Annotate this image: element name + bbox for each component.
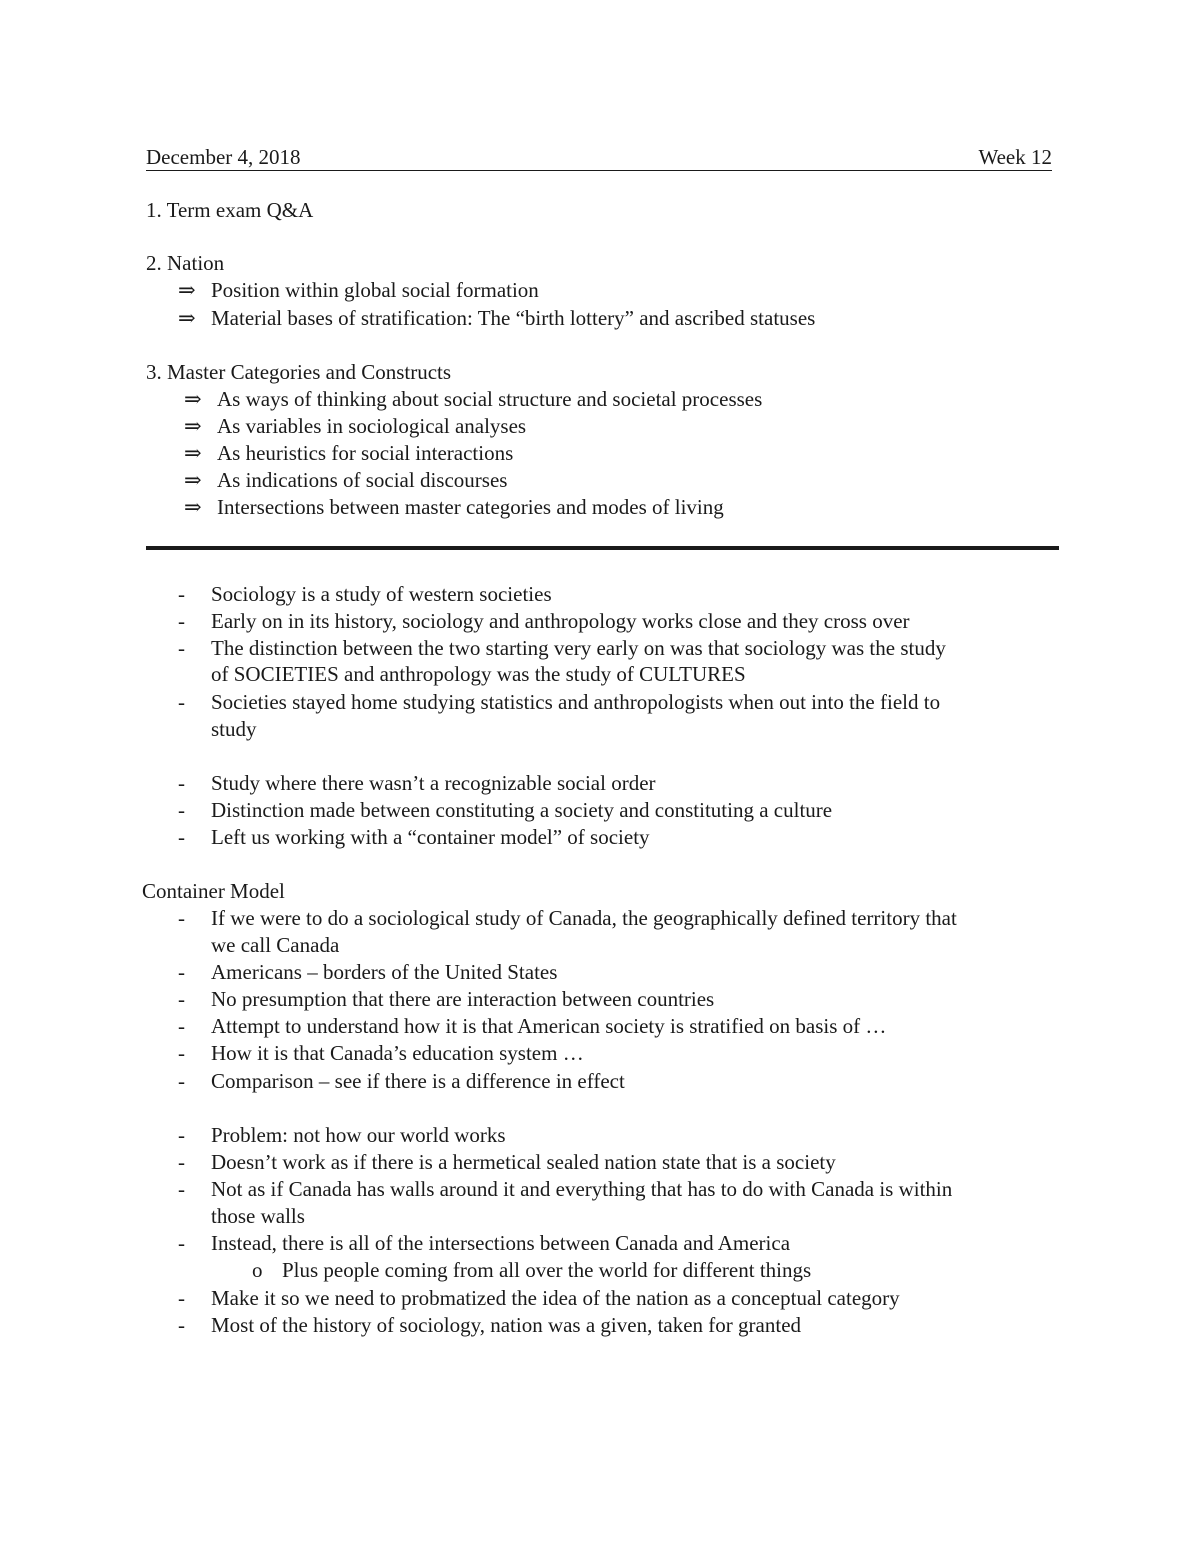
circle-bullet: o — [252, 1258, 263, 1282]
note-line: Most of the history of sociology, nation was a given, taken for granted — [211, 1313, 802, 1337]
arrow-bullet: ⇒ — [184, 414, 202, 438]
dash-bullet: - — [178, 1177, 185, 1201]
arrow-bullet: ⇒ — [178, 278, 196, 302]
dash-bullet: - — [178, 1313, 185, 1337]
dash-bullet: - — [178, 1041, 185, 1065]
note-line: Attempt to understand how it is that American society is stratified on basis of … — [211, 1014, 887, 1038]
note-line: Sociology is a study of western societies — [211, 582, 552, 606]
section-divider — [146, 546, 1059, 550]
note-line: No presumption that there are interaction between countries — [211, 987, 715, 1011]
agenda-item-3-point: Intersections between master categories and modes of living — [217, 495, 724, 519]
dash-bullet: - — [178, 1231, 185, 1255]
note-line: Problem: not how our world works — [211, 1123, 506, 1147]
dash-bullet: - — [178, 798, 185, 822]
header-week: Week 12 — [978, 145, 1052, 169]
dash-bullet: - — [178, 1123, 185, 1147]
arrow-bullet: ⇒ — [184, 387, 202, 411]
header-date: December 4, 2018 — [146, 145, 301, 169]
note-line: Americans – borders of the United States — [211, 960, 558, 984]
arrow-bullet: ⇒ — [184, 468, 202, 492]
dash-bullet: - — [178, 1014, 185, 1038]
arrow-bullet: ⇒ — [178, 306, 196, 330]
dash-bullet: - — [178, 582, 185, 606]
dash-bullet: - — [178, 906, 185, 930]
agenda-item-2-point: Material bases of stratification: The “birth lottery” and ascribed statuses — [211, 306, 816, 330]
agenda-item-1: 1. Term exam Q&A — [146, 198, 314, 222]
agenda-item-3-point: As ways of thinking about social structure and societal processes — [217, 387, 763, 411]
note-subline: Plus people coming from all over the world for different things — [282, 1258, 812, 1282]
section-heading: Container Model — [142, 879, 285, 903]
note-line: Not as if Canada has walls around it and everything that has to do with Canada is within — [211, 1177, 953, 1201]
dash-bullet: - — [178, 771, 185, 795]
agenda-item-2-point: Position within global social formation — [211, 278, 539, 302]
agenda-item-3: 3. Master Categories and Constructs — [146, 360, 452, 384]
dash-bullet: - — [178, 636, 185, 660]
note-line: Doesn’t work as if there is a hermetical sealed nation state that is a society — [211, 1150, 836, 1174]
dash-bullet: - — [178, 825, 185, 849]
dash-bullet: - — [178, 609, 185, 633]
note-line: Societies stayed home studying statistics and anthropologists when out into the field to — [211, 690, 941, 714]
arrow-bullet: ⇒ — [184, 441, 202, 465]
note-line: If we were to do a sociological study of Canada, the geographically defined territory that — [211, 906, 957, 930]
dash-bullet: - — [178, 1150, 185, 1174]
dash-bullet: - — [178, 690, 185, 714]
note-line: Distinction made between constituting a society and constituting a culture — [211, 798, 833, 822]
note-line-continued: those walls — [211, 1204, 305, 1228]
arrow-bullet: ⇒ — [184, 495, 202, 519]
note-line: Make it so we need to probmatized the idea of the nation as a conceptual category — [211, 1286, 900, 1310]
page-header — [146, 143, 1052, 171]
note-line: Left us working with a “container model” of society — [211, 825, 650, 849]
note-line-continued: study — [211, 717, 257, 741]
agenda-item-3-point: As variables in sociological analyses — [217, 414, 527, 438]
note-line: Comparison – see if there is a difference in effect — [211, 1069, 625, 1093]
note-line: Study where there wasn’t a recognizable social order — [211, 771, 656, 795]
note-line: Instead, there is all of the intersections between Canada and America — [211, 1231, 791, 1255]
note-line-continued: we call Canada — [211, 933, 340, 957]
dash-bullet: - — [178, 1069, 185, 1093]
dash-bullet: - — [178, 1286, 185, 1310]
note-line: Early on in its history, sociology and anthropology works close and they cross over — [211, 609, 910, 633]
note-line: How it is that Canada’s education system … — [211, 1041, 584, 1065]
dash-bullet: - — [178, 960, 185, 984]
note-line-continued: of SOCIETIES and anthropology was the study of CULTURES — [211, 662, 746, 686]
note-line: The distinction between the two starting very early on was that sociology was the study — [211, 636, 946, 660]
agenda-item-3-point: As heuristics for social interactions — [217, 441, 514, 465]
dash-bullet: - — [178, 987, 185, 1011]
agenda-item-2: 2. Nation — [146, 251, 225, 275]
agenda-item-3-point: As indications of social discourses — [217, 468, 508, 492]
